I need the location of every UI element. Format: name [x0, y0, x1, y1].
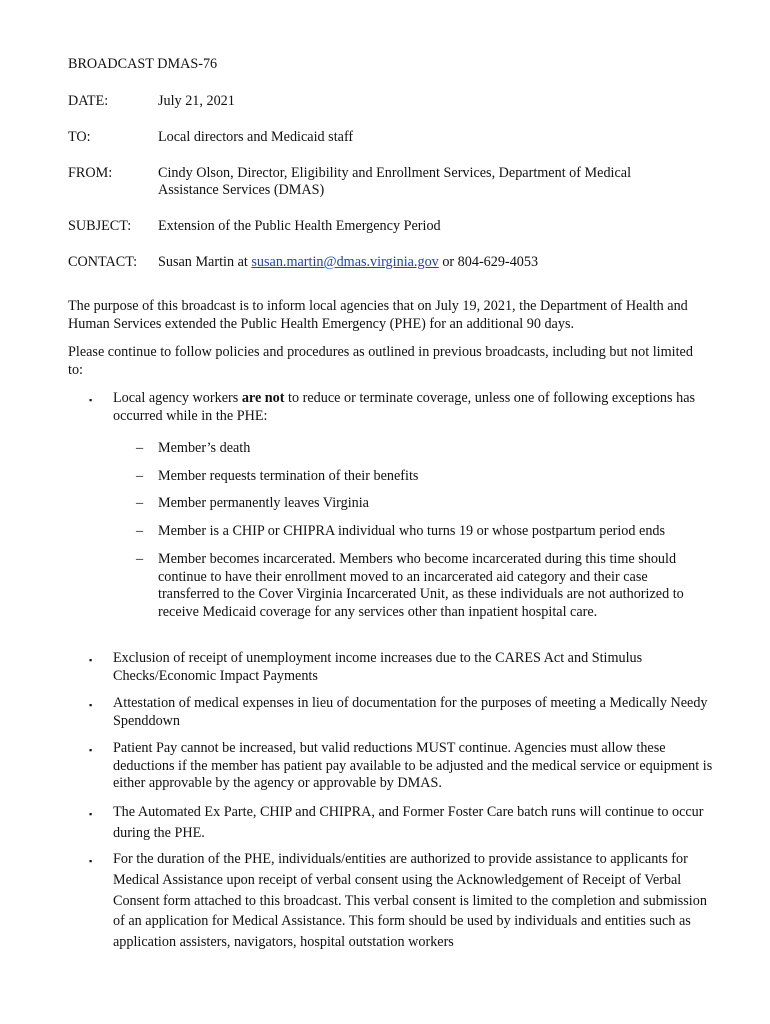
date-value: July 21, 2021	[158, 93, 235, 109]
bullet-marker: ▪	[89, 745, 93, 755]
exception-item: Member’s death	[158, 440, 251, 456]
exception-item: Member is a CHIP or CHIPRA individual who turns 19 or whose postpartum period ends	[158, 523, 666, 539]
to-label: TO:	[68, 129, 91, 145]
contact-value	[158, 254, 538, 272]
exception-item: Member becomes incarcerated. Members who become incarcerated during this time should continue to have their enrollment moved to an incarcerated aid category and their case transferred to the Cover Virginia Incarcerated Unit, as these individuals are not authorized to receive Medicaid coverage for any services other than inpatient hospital care.	[158, 551, 684, 620]
dash-marker: –	[136, 495, 144, 511]
bullet-item: For the duration of the PHE, individuals/entities are authorized to provide assistance to applicants for Medical Assistance upon receipt of verbal consent using the Acknowledgement of Receipt of Verbal Consent form attached to this broadcast. This verbal consent is limited to the completion and submission of an application for Medical Assistance. This form should be used by individuals and entities such as application assisters, navigators, hospital outstation workers	[113, 851, 707, 951]
bullet-item: Exclusion of receipt of unemployment income increases due to the CARES Act and Stimulus Checks/Economic Impact Payments	[113, 650, 643, 684]
bullet-marker: ▪	[89, 700, 93, 710]
subject-label: SUBJECT:	[68, 218, 132, 234]
bullet-marker: ▪	[89, 655, 93, 665]
exception-item: Member requests termination of their benefits	[158, 468, 419, 484]
from-value-line1: Cindy Olson, Director, Eligibility and Enrollment Services, Department of Medical	[158, 165, 632, 181]
dash-marker: –	[136, 440, 144, 456]
subject-value: Extension of the Public Health Emergency Period	[158, 218, 441, 234]
emphasis-are-not: are not	[241, 390, 285, 406]
date-label: DATE:	[68, 93, 109, 109]
continue-paragraph: Please continue to follow policies and procedures as outlined in previous broadcasts, including but not limited to:	[68, 344, 693, 378]
bullet-marker: ▪	[89, 856, 93, 866]
bullet-item: Patient Pay cannot be increased, but valid reductions MUST continue. Agencies must allow these deductions if the member has patient pay available to be adjusted and the medical service or equipment is either approvable by the agency or approvable by DMAS.	[113, 740, 713, 791]
bullet-marker: ▪	[89, 809, 93, 819]
bullet-item-coverage: Local agency workers are not to reduce or terminate coverage, unless one of following exceptions has occurred while in the PHE:	[113, 390, 696, 424]
contact-name: Susan Martin at	[158, 254, 252, 270]
exception-item: Member permanently leaves Virginia	[158, 495, 369, 511]
contact-email-link[interactable]: susan.martin@dmas.virginia.gov	[251, 254, 439, 270]
dash-marker: –	[136, 468, 144, 484]
purpose-paragraph: The purpose of this broadcast is to inform local agencies that on July 19, 2021, the Department of Health and Human Services extended the Public Health Emergency (PHE) for an additional 90 days.	[68, 298, 688, 332]
bullet-item: Attestation of medical expenses in lieu of documentation for the purposes of meeting a Medically Needy Spenddown	[113, 695, 708, 729]
dash-marker: –	[136, 551, 144, 567]
bullet-item: The Automated Ex Parte, CHIP and CHIPRA, and Former Foster Care batch runs will continue to occur during the PHE.	[113, 804, 704, 841]
from-label: FROM:	[68, 165, 113, 181]
contact-label: CONTACT:	[68, 254, 138, 270]
to-value: Local directors and Medicaid staff	[158, 129, 354, 145]
bullet-marker: ▪	[89, 395, 93, 405]
broadcast-title: BROADCAST DMAS-76	[68, 56, 218, 72]
dash-marker: –	[136, 523, 144, 539]
contact-phone: or 804-629-4053	[438, 254, 539, 270]
from-value-line2: Assistance Services (DMAS)	[158, 182, 325, 198]
